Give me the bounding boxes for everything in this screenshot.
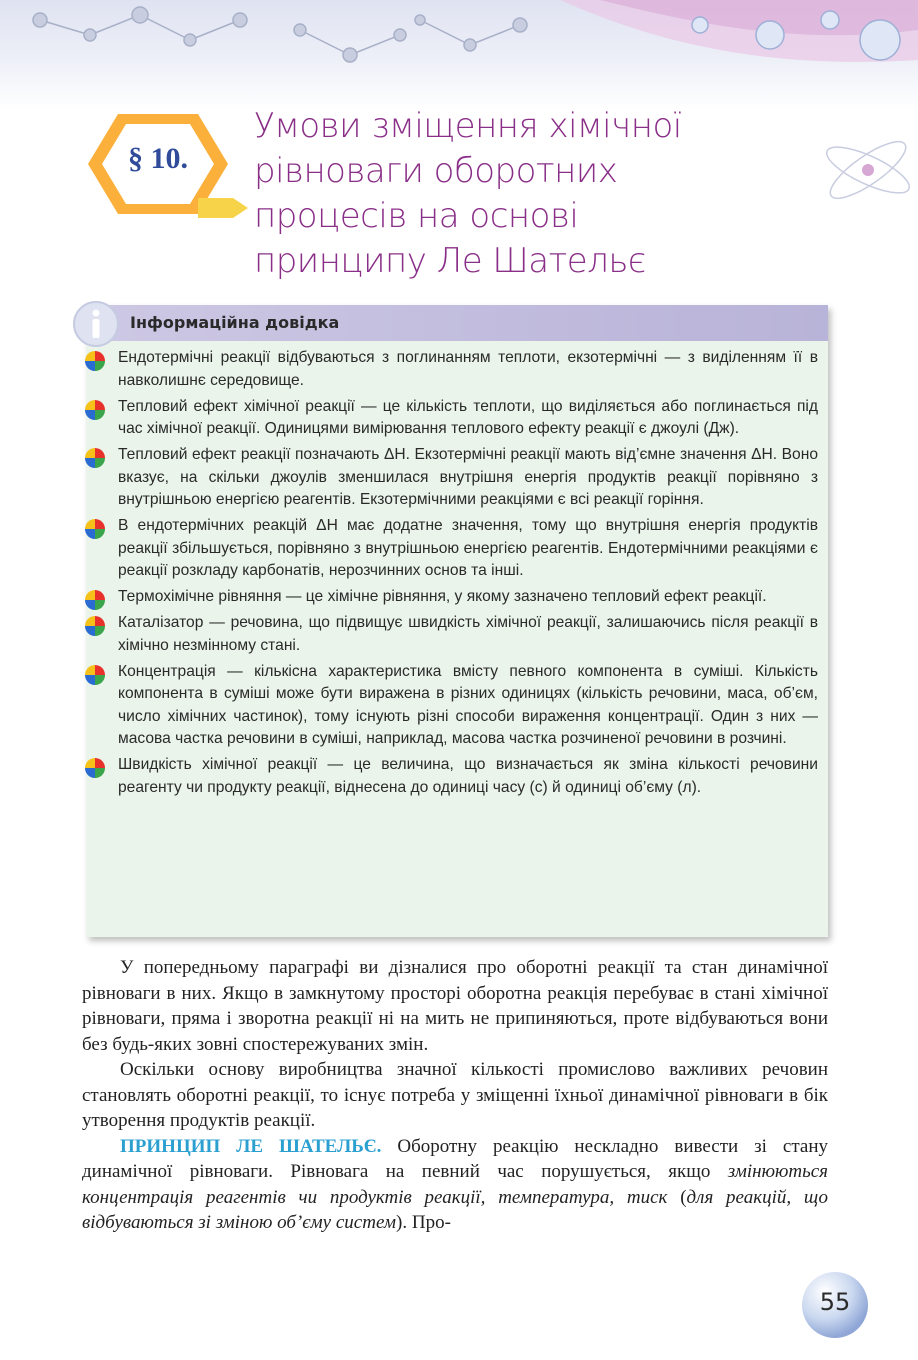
text-span: ( [667,1186,687,1208]
main-text [82,955,828,1236]
list-item [86,347,828,392]
info-box-header [86,305,828,341]
list-item [86,515,828,583]
italic-span: для реакцій, що відбуваються зі зміною об’єму систем [82,1186,828,1233]
paragraph-text: Оскільки основу виробництва значної кількості промислово важливих речовин становлять оборотні реакції, то існує потреба у зміщенні їхньої динамічної рівноваги в бік утворення продуктів реакції. [82,1059,828,1131]
pinwheel-bullet-icon [84,664,106,686]
info-item-text: Концентрація — кількісна характеристика вмісту певного компонента в суміші. Кількість компонента в суміші може бути виражена в різних одиницях (кількість речовини, маса, об’єм, число хімічних частинок), тому існують різні способи вираження концентрації. Один з них — масова частка речовини в суміші, наприклад, масова частка розчиненої речовини в розчині. [118,662,818,747]
info-item-text: Каталізатор — речовина, що підвищує швидкість хімічної реакції, залишаючись після реакції в хімічно незмінному стані. [118,614,818,654]
title-line: Умови зміщення хімічної [254,106,682,146]
page-title [254,104,814,284]
title-line: рівноваги оборотних [254,151,618,191]
pinwheel-bullet-icon [84,399,106,421]
list-item [86,612,828,657]
list-item [86,661,828,751]
italic-span: змінюються концентрація реагентів чи продуктів реакції, температура, тиск [82,1161,828,1208]
page-number: 55 [819,1288,851,1316]
pinwheel-bullet-icon [84,518,106,540]
pinwheel-bullet-icon [84,447,106,469]
top-decorative-banner [0,0,918,110]
info-item-text: Швидкість хімічної реакції — це величина, що визначається як зміна кількості речовини реагенту чи продукту реакції, віднесена до одиниці часу (с) й одиниці об’єму (л). [118,756,818,796]
paragraph-number: § 10. [128,142,188,175]
info-item-text: Тепловий ефект реакції позначають ΔH. Екзотермічні реакції мають від’ємне значення ΔH. Воно вказує, на скільки джоулів зменшилася внутрішня енергія продуктів реакції порівняно з внутрішньою енергією реагентів. Екзотермічними реакціями є всі реакції горіння. [118,446,818,508]
title-line: процесів на основі [254,196,579,236]
paragraph-text [82,1134,828,1236]
info-box-title: Інформаційна довідка [130,313,340,332]
principle-term: ПРИНЦИП ЛЕ ШАТЕЛЬЄ. [120,1135,382,1157]
list-item [86,586,828,609]
atom-icon [798,110,918,220]
info-item-text: В ендотермічних реакцій ΔH має додатне значення, тому що внутрішня енергія продуктів реакції збільшується, порівняно з внутрішньою енергією реагентів. Ендотермічними реакціями є реакції розкладу карбонатів, нерозчинних основ та інші. [118,517,818,579]
paragraph-text: У попередньому параграфі ви дізналися про оборотні реакції та стан динамічної рівноваги в них. Якщо в замкнутому просторі оборотна реакція перебуває в стані хімічної рівноваги, пряма і зворотна реакції ні на мить не припиняються, проте відбуваються вони без будь-яких зовні спостережуваних змін. [82,957,828,1055]
title-line: принципу Ле Шательє [254,241,647,281]
info-box [86,305,828,937]
list-item [86,396,828,441]
list-item [86,754,828,799]
pinwheel-bullet-icon [84,589,106,611]
info-item-text: Термохімічне рівняння — це хімічне рівняння, у якому зазначено тепловий ефект реакції. [118,588,767,605]
text-span: Оборотну реакцію нескладно вивести зі стану динамічної рівноваги. Рівновага на певний час порушується, якщо [82,1135,828,1182]
paragraph-badge [88,108,248,220]
info-icon [72,300,120,348]
info-item-text: Ендотермічні реакції відбуваються з поглинанням теплоти, екзотермічні — з виділенням її в навколишнє середовище. [118,349,818,389]
info-item-text: Тепловий ефект хімічної реакції — це кількість теплоти, що виділяється або поглинається під час хімічної реакції. Одиницями вимірювання теплового ефекту реакції є джоулі (Дж). [118,397,818,437]
pinwheel-bullet-icon [84,615,106,637]
text-span: ). Про- [396,1212,451,1233]
list-item [86,444,828,512]
pinwheel-bullet-icon [84,757,106,779]
molecule-pattern-icon [0,0,918,110]
pinwheel-bullet-icon [84,350,106,372]
info-list [86,347,828,803]
